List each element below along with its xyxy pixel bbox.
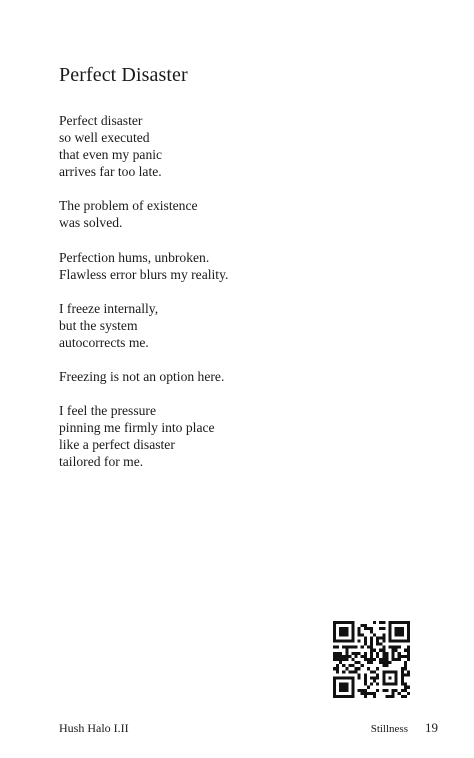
- poem-line: Perfection hums, unbroken.: [59, 249, 210, 265]
- stanza-5: [59, 368, 419, 385]
- poem-line: Perfect disaster: [59, 113, 143, 128]
- poem-line: The problem of existence: [59, 198, 198, 214]
- stanza-6: [59, 402, 419, 470]
- poem-body: [59, 112, 419, 488]
- poem-line: like a perfect disaster: [59, 437, 175, 453]
- stanza-4: [59, 300, 419, 351]
- footer-book-title: Hush Halo I.II: [59, 721, 129, 735]
- qr-code-icon[interactable]: [333, 621, 410, 698]
- page-number: 19: [425, 720, 438, 735]
- poem-line: I feel the pressure: [59, 403, 156, 419]
- poem-title: Perfect Disaster: [59, 64, 188, 86]
- footer-section: Stillness: [370, 723, 408, 735]
- poem-line: was solved.: [59, 215, 123, 231]
- poem-line: autocorrects me.: [59, 334, 149, 350]
- poem-line: but the system: [59, 317, 138, 333]
- poem-line: so well executed: [59, 130, 150, 146]
- poem-line: tailored for me.: [59, 454, 144, 470]
- stanza-3: [59, 249, 419, 283]
- poem-line: Freezing is not an option here.: [59, 369, 225, 385]
- poem-line: arrives far too late.: [59, 164, 162, 180]
- stanza-2: [59, 197, 419, 231]
- poem-line: pinning me firmly into place: [59, 420, 215, 436]
- stanza-1: [59, 112, 419, 180]
- poem-line: that even my panic: [59, 147, 163, 163]
- poem-line: Flawless error blurs my reality.: [59, 266, 229, 282]
- poem-line: I freeze internally,: [59, 300, 159, 316]
- footer-right: [371, 720, 438, 737]
